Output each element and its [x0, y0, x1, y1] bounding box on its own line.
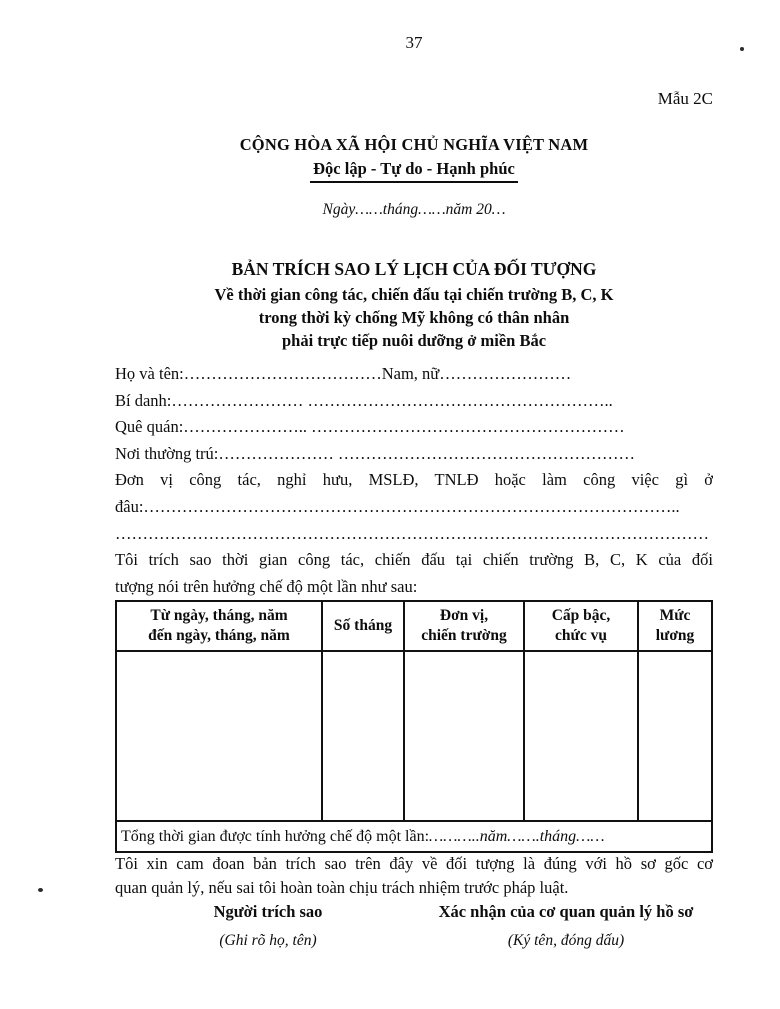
field-hometown: Quê quán:………………….. ………………………………………………… [115, 417, 625, 437]
scan-artifact-dot [38, 888, 43, 892]
document-title: BẢN TRÍCH SAO LÝ LỊCH CỦA ĐỐI TƯỢNG [231, 259, 597, 279]
field-work-unit-line2: đâu:…………………………………………………………………………………….. [115, 496, 680, 516]
form-code: Mẫu 2C [657, 89, 713, 108]
table-cell-empty [116, 651, 322, 821]
field-dots-line: ……………………………………………………………………………………………… [115, 523, 709, 543]
document-subtitle-3: phải trực tiếp nuôi dưỡng ở miền Bắc [281, 331, 547, 350]
page-number: 37 [405, 33, 423, 52]
intro-paragraph-line1: Tôi trích sao thời gian công tác, chiến đấu tại chiến trường B, C, K của đối [115, 550, 713, 570]
document-subtitle-2: trong thời kỳ chống Mỹ không có thân nhân [258, 308, 570, 327]
signature-block-extractor [115, 901, 421, 950]
col-header-months: Số tháng [322, 601, 404, 651]
table-cell-empty [638, 651, 712, 821]
national-motto-text: Độc lập - Tự do - Hạnh phúc [310, 159, 518, 183]
table-total-row [116, 821, 712, 852]
declaration-paragraph [115, 852, 713, 900]
col-header-period: Từ ngày, tháng, năm đến ngày, tháng, năm [116, 601, 322, 651]
form-fields [115, 361, 713, 600]
declaration-line2: quan quản lý, nếu sai tôi hoàn toàn chịu trách nhiệm trước pháp luật. [115, 878, 569, 897]
signature-note-agency: (Ký tên, đóng dấu) [507, 932, 625, 949]
intro-paragraph-line2: tượng nói trên hưởng chế độ một lần như sau: [115, 576, 418, 596]
date-line: Ngày……tháng……năm 20… [322, 201, 506, 218]
table-cell-empty [524, 651, 638, 821]
signature-block-agency [415, 901, 717, 950]
signature-title-agency: Xác nhận của cơ quan quản lý hồ sơ [438, 902, 694, 921]
total-duration-value: ………..năm…….tháng…… [429, 827, 605, 845]
col-header-rank-position: Cấp bậc, chức vụ [524, 601, 638, 651]
document-content [115, 0, 713, 1009]
total-duration-cell [116, 821, 712, 852]
scan-artifact-dot [740, 47, 744, 51]
col-header-unit-battlefield: Đơn vị, chiến trường [404, 601, 524, 651]
col-header-salary: Mức lương [638, 601, 712, 651]
declaration-line1: Tôi xin cam đoan bản trích sao trên đây về đối tượng là đúng với hồ sơ gốc cơ [115, 854, 713, 873]
field-alias: Bí danh:…………………… ……………………………………………….. [115, 390, 613, 410]
field-work-unit-line1: Đơn vị công tác, nghỉ hưu, MSLĐ, TNLĐ hoặc làm công việc gì ở [115, 470, 713, 490]
national-title: CỘNG HÒA XÃ HỘI CHỦ NGHĨA VIỆT NAM [239, 135, 589, 154]
total-duration-label: Tổng thời gian được tính hưởng chế độ một lần: [121, 827, 430, 845]
service-history-table [115, 600, 713, 853]
title-block [115, 255, 713, 352]
document-subtitle-1: Về thời gian công tác, chiến đấu tại chiến trường B, C, K [214, 285, 614, 304]
table-header-row [116, 601, 712, 651]
signature-title-extractor: Người trích sao [213, 902, 323, 921]
national-motto [115, 159, 713, 183]
signature-note-extractor: (Ghi rõ họ, tên) [219, 932, 317, 949]
table-cell-empty [404, 651, 524, 821]
table-cell-empty [322, 651, 404, 821]
table-empty-row [116, 651, 712, 821]
field-full-name: Họ và tên:………………………………Nam, nữ…………………… [115, 364, 572, 383]
field-residence: Nơi thường trú:………………… ……………………………………………… [115, 443, 636, 463]
